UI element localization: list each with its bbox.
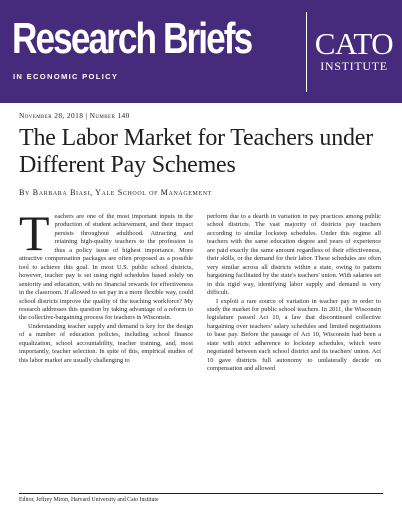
body-paragraph [19,205,193,323]
series-subtitle: IN ECONOMIC POLICY [13,72,119,81]
byline: By Barbara Biasi, Yale School of Management [19,188,212,197]
masthead [0,0,402,103]
body-paragraph: Understanding teacher supply and demand is key for the design of a number of education policies, including school finance equalization, school accountability, teacher training, and, most importantly, teacher selection. In spite of this, empirical studies of this labor market are usually challenging to [19,322,193,364]
dateline: November 28, 2018 | Number 140 [19,111,130,120]
drop-cap: T [19,205,50,261]
editor-footnote: Editor, Jeffrey Miron, Harvard University and Cato Institute [19,497,159,503]
logo-subtitle: INSTITUTE [320,59,388,73]
body-column-right [207,213,381,374]
masthead-divider [306,12,307,92]
series-title: Research Briefs [12,14,252,63]
logo-word: CATO [314,26,394,61]
footnote-rule [19,493,383,494]
body-paragraph: perform due to a dearth in variation in pay practices among public school districts. The vast majority of districts pay teachers according to similar lockstep schedules. Under this regime all teachers with the same education degree and years of experience are paid exactly the same amount regardless of their effectiveness, their skills, or the demand for their labor. These schedules are often very similar across all districts within a state, owing to pattern bargaining facilitated by the state's teachers' union. With salaries set in this rigid way, identifying labor supply and demand is very difficult. [207,213,381,297]
body-paragraph: I exploit a rare source of variation in teacher pay in order to study the market for public school teachers. In 2011, the Wisconsin legislature passed Act 10, a law that discontinued collective bargaining over teachers' salary schedules and limited negotiations to base pay. Before the passage of Act 10, Wisconsin had been a state with strict adherence to lockstep schedules, which were negotiated between each school district and its teachers' union. Act 10 gave districts full autonomy to unilaterally decide on compensation and allowed [207,297,381,373]
article-title: The Labor Market for Teachers under Different Pay Schemes [19,125,374,178]
body-column-left [19,205,193,365]
paragraph-text: eachers are one of the most important inputs in the production of student achievement, and their impact persists throughout adulthood. Attracting and retaining high-quality teachers to the profession is thus a policy issue of highest importance. More attractive compensation packages are often proposed as a possible tool to achieve this goal. In most U.S. public school districts, however, teacher pay is set using rigid schedules based solely on seniority and education, with no financial rewards for effectiveness in the classroom. If allowed to set pay in a more flexible way, could school districts improve the quality of the teaching workforce? My research addresses this question by taking advantage of a reform to the collective-bargaining process for teachers in Wisconsin. [19,213,193,322]
cato-logo [310,26,398,73]
